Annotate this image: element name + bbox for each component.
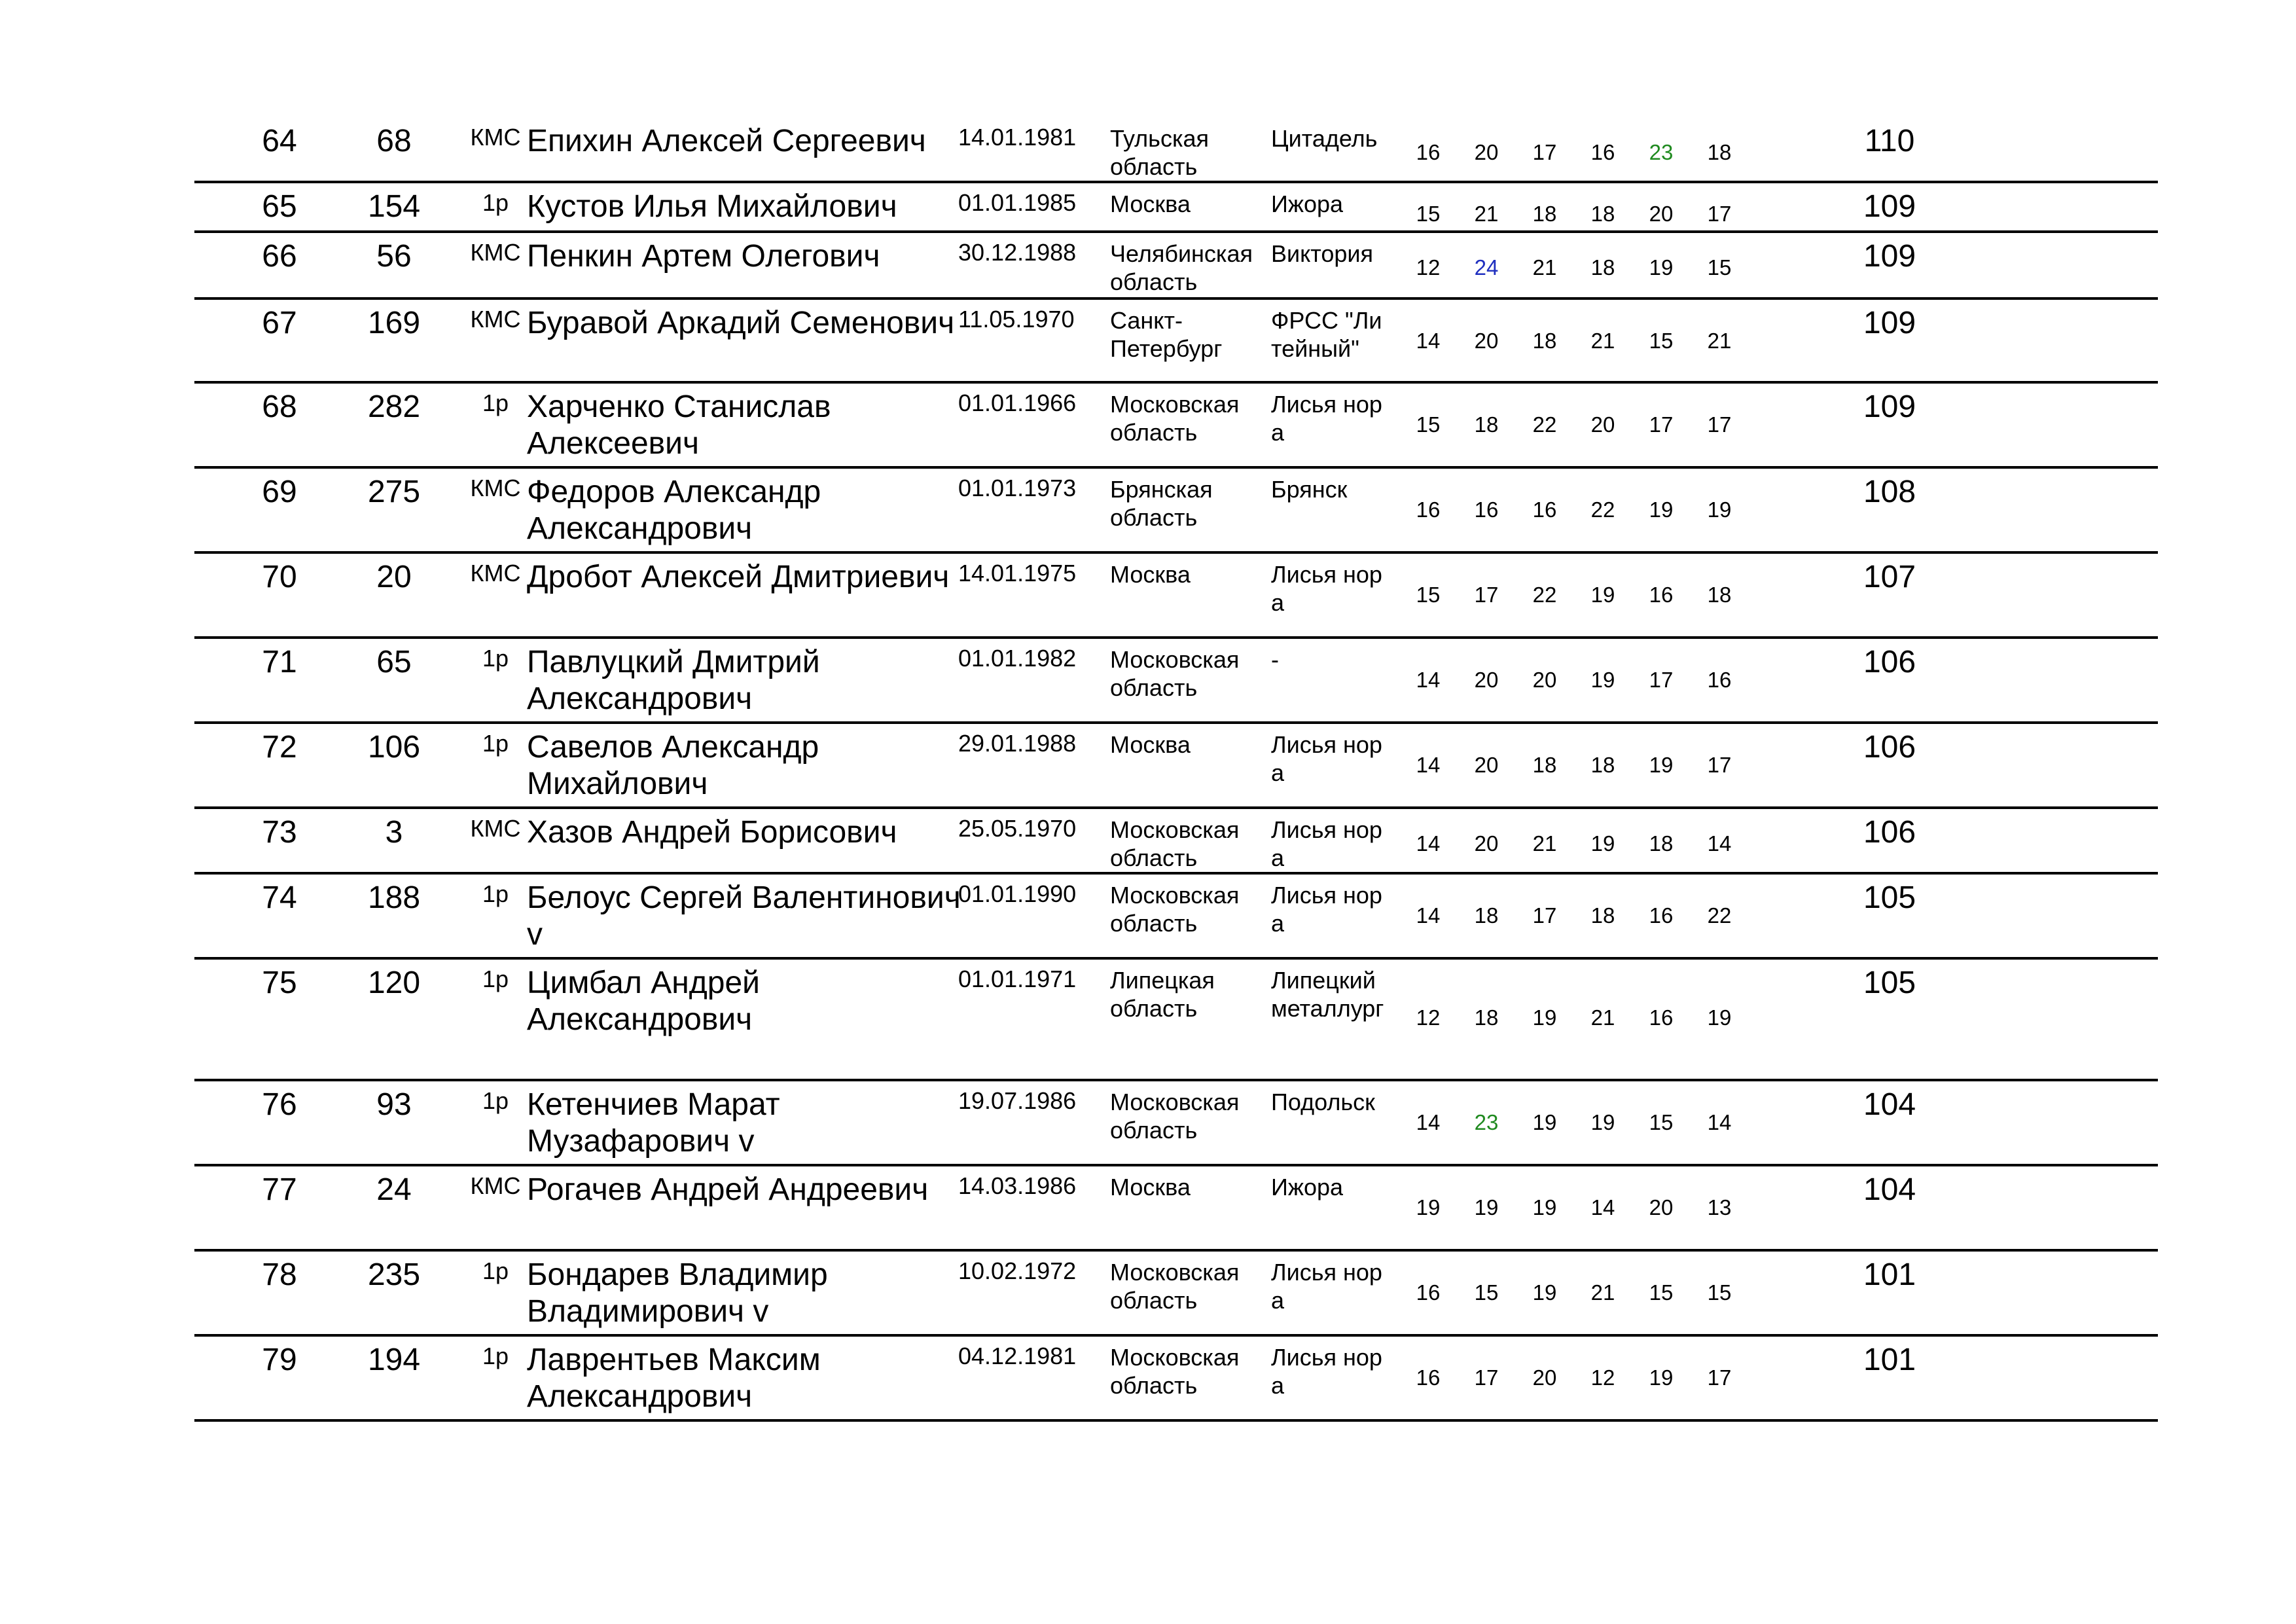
club-cell: Лисья нора — [1271, 1344, 1382, 1399]
series-score: 16 — [1474, 497, 1499, 522]
club-cell: Брянск — [1271, 476, 1348, 503]
table-row — [194, 639, 2158, 724]
series-score: 18 — [1532, 202, 1557, 226]
series-score: 19 — [1532, 1110, 1557, 1134]
table-row — [194, 960, 2158, 1081]
club-cell: Ижора — [1271, 1174, 1344, 1200]
total-score-cell: 104 — [1863, 1087, 1916, 1122]
series-score: 15 — [1649, 329, 1674, 353]
table-row — [194, 384, 2158, 469]
rank-cell: 1р — [482, 965, 509, 992]
birth-date-cell: 01.01.1971 — [958, 965, 1077, 992]
bib-number-cell: 3 — [385, 815, 403, 850]
series-score: 18 — [1590, 202, 1615, 226]
place-cell: 75 — [262, 965, 297, 1000]
table-row — [194, 554, 2158, 639]
table-row — [194, 300, 2158, 384]
series-score: 23 — [1649, 140, 1674, 164]
table-row — [194, 1081, 2158, 1166]
rank-cell: КМС — [470, 1172, 521, 1199]
series-scores — [1399, 1081, 1765, 1164]
series-score: 21 — [1590, 1280, 1615, 1305]
region-cell: Московская область — [1110, 391, 1240, 446]
series-score: 14 — [1416, 753, 1441, 777]
series-score: 21 — [1590, 1005, 1615, 1030]
athlete-name-cell: Дробот Алексей Дмитриевич — [527, 560, 950, 594]
rank-cell: КМС — [470, 306, 521, 333]
athlete-name-cell: Кетенчиев Марат Музафарович v — [527, 1087, 780, 1159]
birth-date-cell: 01.01.1982 — [958, 645, 1077, 672]
place-cell: 76 — [262, 1087, 297, 1122]
series-score: 20 — [1532, 668, 1557, 692]
bib-number-cell: 235 — [367, 1257, 421, 1292]
series-score: 18 — [1532, 329, 1557, 353]
region-cell: Московская область — [1110, 882, 1240, 937]
series-scores — [1399, 384, 1765, 466]
series-score: 14 — [1416, 329, 1441, 353]
series-score: 18 — [1474, 903, 1499, 928]
region-cell: Брянская область — [1110, 476, 1213, 531]
place-cell: 77 — [262, 1172, 297, 1207]
region-cell: Москва — [1110, 731, 1191, 758]
region-cell: Московская область — [1110, 816, 1240, 871]
series-score: 21 — [1532, 831, 1557, 856]
rank-cell: КМС — [470, 560, 521, 586]
total-score-cell: 109 — [1863, 189, 1916, 224]
region-cell: Московская область — [1110, 1259, 1240, 1314]
series-score: 15 — [1416, 583, 1441, 607]
table-row — [194, 724, 2158, 809]
place-cell: 74 — [262, 880, 297, 915]
series-scores — [1399, 300, 1765, 381]
series-score: 14 — [1707, 831, 1732, 856]
birth-date-cell: 29.01.1988 — [958, 730, 1077, 757]
table-row — [194, 809, 2158, 875]
rank-cell: КМС — [470, 239, 521, 266]
bib-number-cell: 93 — [376, 1087, 412, 1122]
series-score: 17 — [1474, 583, 1499, 607]
table-row — [194, 1166, 2158, 1252]
total-score-cell: 109 — [1863, 389, 1916, 424]
bib-number-cell: 154 — [367, 189, 421, 224]
series-score: 16 — [1416, 1280, 1441, 1305]
region-cell: Липецкая область — [1110, 967, 1215, 1022]
series-score: 22 — [1532, 412, 1557, 437]
series-score: 15 — [1649, 1280, 1674, 1305]
series-score: 15 — [1474, 1280, 1499, 1305]
series-score: 18 — [1532, 753, 1557, 777]
bib-number-cell: 194 — [367, 1343, 421, 1377]
series-score: 20 — [1474, 668, 1499, 692]
series-score: 20 — [1532, 1365, 1557, 1390]
club-cell: ФРСС "Литейный" — [1271, 307, 1382, 362]
total-score-cell: 109 — [1863, 239, 1916, 274]
series-score: 20 — [1590, 412, 1615, 437]
birth-date-cell: 14.01.1981 — [958, 124, 1077, 151]
region-cell: Челябинская область — [1110, 240, 1253, 295]
series-score: 19 — [1590, 668, 1615, 692]
bib-number-cell: 68 — [376, 124, 412, 158]
total-score-cell: 106 — [1863, 730, 1916, 765]
series-score: 18 — [1590, 255, 1615, 280]
series-score: 15 — [1649, 1110, 1674, 1134]
place-cell: 68 — [262, 389, 297, 424]
birth-date-cell: 14.03.1986 — [958, 1172, 1077, 1199]
place-cell: 79 — [262, 1343, 297, 1377]
series-score: 19 — [1649, 255, 1674, 280]
series-score: 16 — [1416, 140, 1441, 164]
total-score-cell: 106 — [1863, 815, 1916, 850]
series-score: 15 — [1416, 412, 1441, 437]
series-score: 15 — [1707, 255, 1732, 280]
series-score: 17 — [1474, 1365, 1499, 1390]
series-score: 19 — [1474, 1195, 1499, 1219]
total-score-cell: 107 — [1863, 560, 1916, 594]
athlete-name-cell: Белоус Сергей Валентинович v — [527, 880, 961, 952]
series-score: 17 — [1707, 202, 1732, 226]
total-score-cell: 105 — [1863, 880, 1916, 915]
series-score: 16 — [1707, 668, 1732, 692]
series-score: 19 — [1532, 1195, 1557, 1219]
birth-date-cell: 04.12.1981 — [958, 1343, 1077, 1369]
rank-cell: 1р — [482, 189, 509, 216]
athlete-name-cell: Савелов Александр Михайлович — [527, 730, 819, 801]
athlete-name-cell: Епихин Алексей Сергеевич — [527, 124, 926, 158]
series-score: 17 — [1532, 140, 1557, 164]
birth-date-cell: 01.01.1973 — [958, 475, 1077, 501]
series-score: 19 — [1707, 1005, 1732, 1030]
series-score: 20 — [1649, 1195, 1674, 1219]
series-score: 19 — [1590, 1110, 1615, 1134]
bib-number-cell: 120 — [367, 965, 421, 1000]
series-scores — [1399, 233, 1765, 297]
series-score: 20 — [1474, 140, 1499, 164]
region-cell: Москва — [1110, 561, 1191, 588]
series-score: 14 — [1416, 1110, 1441, 1134]
place-cell: 65 — [262, 189, 297, 224]
series-score: 16 — [1649, 1005, 1674, 1030]
rank-cell: КМС — [470, 475, 521, 501]
club-cell: Цитадель — [1271, 125, 1378, 152]
birth-date-cell: 19.07.1986 — [958, 1087, 1077, 1114]
series-score: 16 — [1649, 903, 1674, 928]
birth-date-cell: 30.12.1988 — [958, 239, 1077, 266]
series-score: 13 — [1707, 1195, 1732, 1219]
series-score: 21 — [1707, 329, 1732, 353]
rank-cell: 1р — [482, 1343, 509, 1369]
club-cell: Виктория — [1271, 240, 1374, 267]
region-cell: Санкт-Петербург — [1110, 307, 1223, 362]
series-score: 14 — [1590, 1195, 1615, 1219]
series-score: 21 — [1532, 255, 1557, 280]
series-score: 17 — [1649, 412, 1674, 437]
series-score: 20 — [1649, 202, 1674, 226]
series-scores — [1399, 1252, 1765, 1334]
series-score: 16 — [1590, 140, 1615, 164]
series-score: 18 — [1649, 831, 1674, 856]
athlete-name-cell: Федоров Александр Александрович — [527, 475, 821, 546]
series-scores — [1399, 183, 1765, 230]
club-cell: Подольск — [1271, 1089, 1375, 1115]
athlete-name-cell: Павлуцкий Дмитрий Александрович — [527, 645, 820, 716]
bib-number-cell: 56 — [376, 239, 412, 274]
series-score: 19 — [1590, 583, 1615, 607]
bib-number-cell: 275 — [367, 475, 421, 509]
bib-number-cell: 20 — [376, 560, 412, 594]
series-score: 18 — [1474, 1005, 1499, 1030]
athlete-name-cell: Буравой Аркадий Семенович — [527, 306, 955, 340]
results-table — [194, 118, 2158, 1422]
series-score: 19 — [1649, 753, 1674, 777]
bib-number-cell: 106 — [367, 730, 421, 765]
series-scores — [1399, 960, 1765, 1079]
place-cell: 64 — [262, 124, 297, 158]
bib-number-cell: 188 — [367, 880, 421, 915]
series-score: 22 — [1532, 583, 1557, 607]
series-score: 14 — [1416, 831, 1441, 856]
series-score: 21 — [1474, 202, 1499, 226]
table-row — [194, 118, 2158, 183]
total-score-cell: 108 — [1863, 475, 1916, 509]
club-cell: Лисья нора — [1271, 1259, 1382, 1314]
series-score: 19 — [1416, 1195, 1441, 1219]
series-score: 14 — [1707, 1110, 1732, 1134]
total-score-cell: 105 — [1863, 965, 1916, 1000]
total-score-cell: 104 — [1863, 1172, 1916, 1207]
table-row — [194, 1252, 2158, 1337]
table-row — [194, 1337, 2158, 1422]
bib-number-cell: 282 — [367, 389, 421, 424]
place-cell: 69 — [262, 475, 297, 509]
series-score: 17 — [1532, 903, 1557, 928]
series-score: 24 — [1474, 255, 1499, 280]
birth-date-cell: 01.01.1990 — [958, 880, 1077, 907]
series-scores — [1399, 1166, 1765, 1249]
rank-cell: КМС — [470, 124, 521, 151]
region-cell: Московская область — [1110, 646, 1240, 701]
series-score: 15 — [1707, 1280, 1732, 1305]
rank-cell: 1р — [482, 1087, 509, 1114]
series-score: 22 — [1707, 903, 1732, 928]
table-row — [194, 233, 2158, 300]
series-score: 19 — [1649, 1365, 1674, 1390]
place-cell: 73 — [262, 815, 297, 850]
total-score-cell: 109 — [1863, 306, 1916, 340]
athlete-name-cell: Цимбал Андрей Александрович — [527, 965, 760, 1037]
bib-number-cell: 24 — [376, 1172, 412, 1207]
birth-date-cell: 14.01.1975 — [958, 560, 1077, 586]
series-score: 17 — [1707, 753, 1732, 777]
athlete-name-cell: Рогачев Андрей Андреевич — [527, 1172, 929, 1207]
series-scores — [1399, 809, 1765, 872]
series-score: 20 — [1474, 329, 1499, 353]
series-score: 19 — [1532, 1280, 1557, 1305]
table-row — [194, 183, 2158, 233]
club-cell: Лисья нора — [1271, 816, 1382, 871]
birth-date-cell: 10.02.1972 — [958, 1257, 1077, 1284]
club-cell: Лисья нора — [1271, 391, 1382, 446]
rank-cell: КМС — [470, 815, 521, 842]
series-score: 20 — [1474, 831, 1499, 856]
series-score: 12 — [1590, 1365, 1615, 1390]
rank-cell: 1р — [482, 1257, 509, 1284]
region-cell: Москва — [1110, 1174, 1191, 1200]
series-scores — [1399, 639, 1765, 721]
rank-cell: 1р — [482, 880, 509, 907]
total-score-cell: 101 — [1863, 1343, 1916, 1377]
series-score: 17 — [1707, 412, 1732, 437]
series-score: 16 — [1416, 497, 1441, 522]
club-cell: - — [1271, 646, 1279, 673]
series-score: 19 — [1707, 497, 1732, 522]
athlete-name-cell: Хазов Андрей Борисович — [527, 815, 897, 850]
series-score: 23 — [1474, 1110, 1499, 1134]
birth-date-cell: 11.05.1970 — [958, 306, 1075, 333]
rank-cell: 1р — [482, 645, 509, 672]
rank-cell: 1р — [482, 389, 509, 416]
club-cell: Лисья нора — [1271, 882, 1382, 937]
club-cell: Лисья нора — [1271, 561, 1382, 616]
series-score: 16 — [1532, 497, 1557, 522]
total-score-cell: 106 — [1863, 645, 1916, 679]
series-scores — [1399, 554, 1765, 636]
series-scores — [1399, 118, 1765, 181]
athlete-name-cell: Кустов Илья Михайлович — [527, 189, 897, 224]
series-score: 14 — [1416, 668, 1441, 692]
place-cell: 71 — [262, 645, 297, 679]
series-score: 17 — [1649, 668, 1674, 692]
rank-cell: 1р — [482, 730, 509, 757]
table-row — [194, 469, 2158, 554]
series-score: 12 — [1416, 1005, 1441, 1030]
series-score: 15 — [1416, 202, 1441, 226]
club-cell: Лисья нора — [1271, 731, 1382, 786]
total-score-cell: 110 — [1864, 124, 1915, 158]
region-cell: Москва — [1110, 190, 1191, 217]
region-cell: Московская область — [1110, 1344, 1240, 1399]
place-cell: 72 — [262, 730, 297, 765]
series-scores — [1399, 724, 1765, 806]
birth-date-cell: 01.01.1985 — [958, 189, 1077, 216]
series-score: 12 — [1416, 255, 1441, 280]
series-score: 17 — [1707, 1365, 1732, 1390]
series-scores — [1399, 875, 1765, 957]
series-score: 22 — [1590, 497, 1615, 522]
total-score-cell: 101 — [1863, 1257, 1916, 1292]
club-cell: Липецкий металлург — [1271, 967, 1384, 1022]
athlete-name-cell: Бондарев Владимир Владимирович v — [527, 1257, 828, 1329]
place-cell: 67 — [262, 306, 297, 340]
series-score: 19 — [1532, 1005, 1557, 1030]
athlete-name-cell: Харченко Станислав Алексеевич — [527, 389, 831, 461]
athlete-name-cell: Пенкин Артем Олегович — [527, 239, 880, 274]
series-score: 18 — [1707, 140, 1732, 164]
series-score: 18 — [1590, 903, 1615, 928]
series-scores — [1399, 1337, 1765, 1419]
series-score: 18 — [1590, 753, 1615, 777]
table-row — [194, 875, 2158, 960]
series-score: 18 — [1474, 412, 1499, 437]
birth-date-cell: 01.01.1966 — [958, 389, 1077, 416]
athlete-name-cell: Лаврентьев Максим Александрович — [527, 1343, 821, 1414]
series-score: 16 — [1649, 583, 1674, 607]
birth-date-cell: 25.05.1970 — [958, 815, 1077, 842]
series-scores — [1399, 469, 1765, 551]
place-cell: 78 — [262, 1257, 297, 1292]
place-cell: 66 — [262, 239, 297, 274]
club-cell: Ижора — [1271, 190, 1344, 217]
region-cell: Тульская область — [1110, 125, 1209, 180]
bib-number-cell: 169 — [367, 306, 421, 340]
series-score: 21 — [1590, 329, 1615, 353]
place-cell: 70 — [262, 560, 297, 594]
series-score: 14 — [1416, 903, 1441, 928]
bib-number-cell: 65 — [376, 645, 412, 679]
region-cell: Московская область — [1110, 1089, 1240, 1144]
series-score: 16 — [1416, 1365, 1441, 1390]
series-score: 19 — [1649, 497, 1674, 522]
series-score: 20 — [1474, 753, 1499, 777]
series-score: 18 — [1707, 583, 1732, 607]
series-score: 19 — [1590, 831, 1615, 856]
